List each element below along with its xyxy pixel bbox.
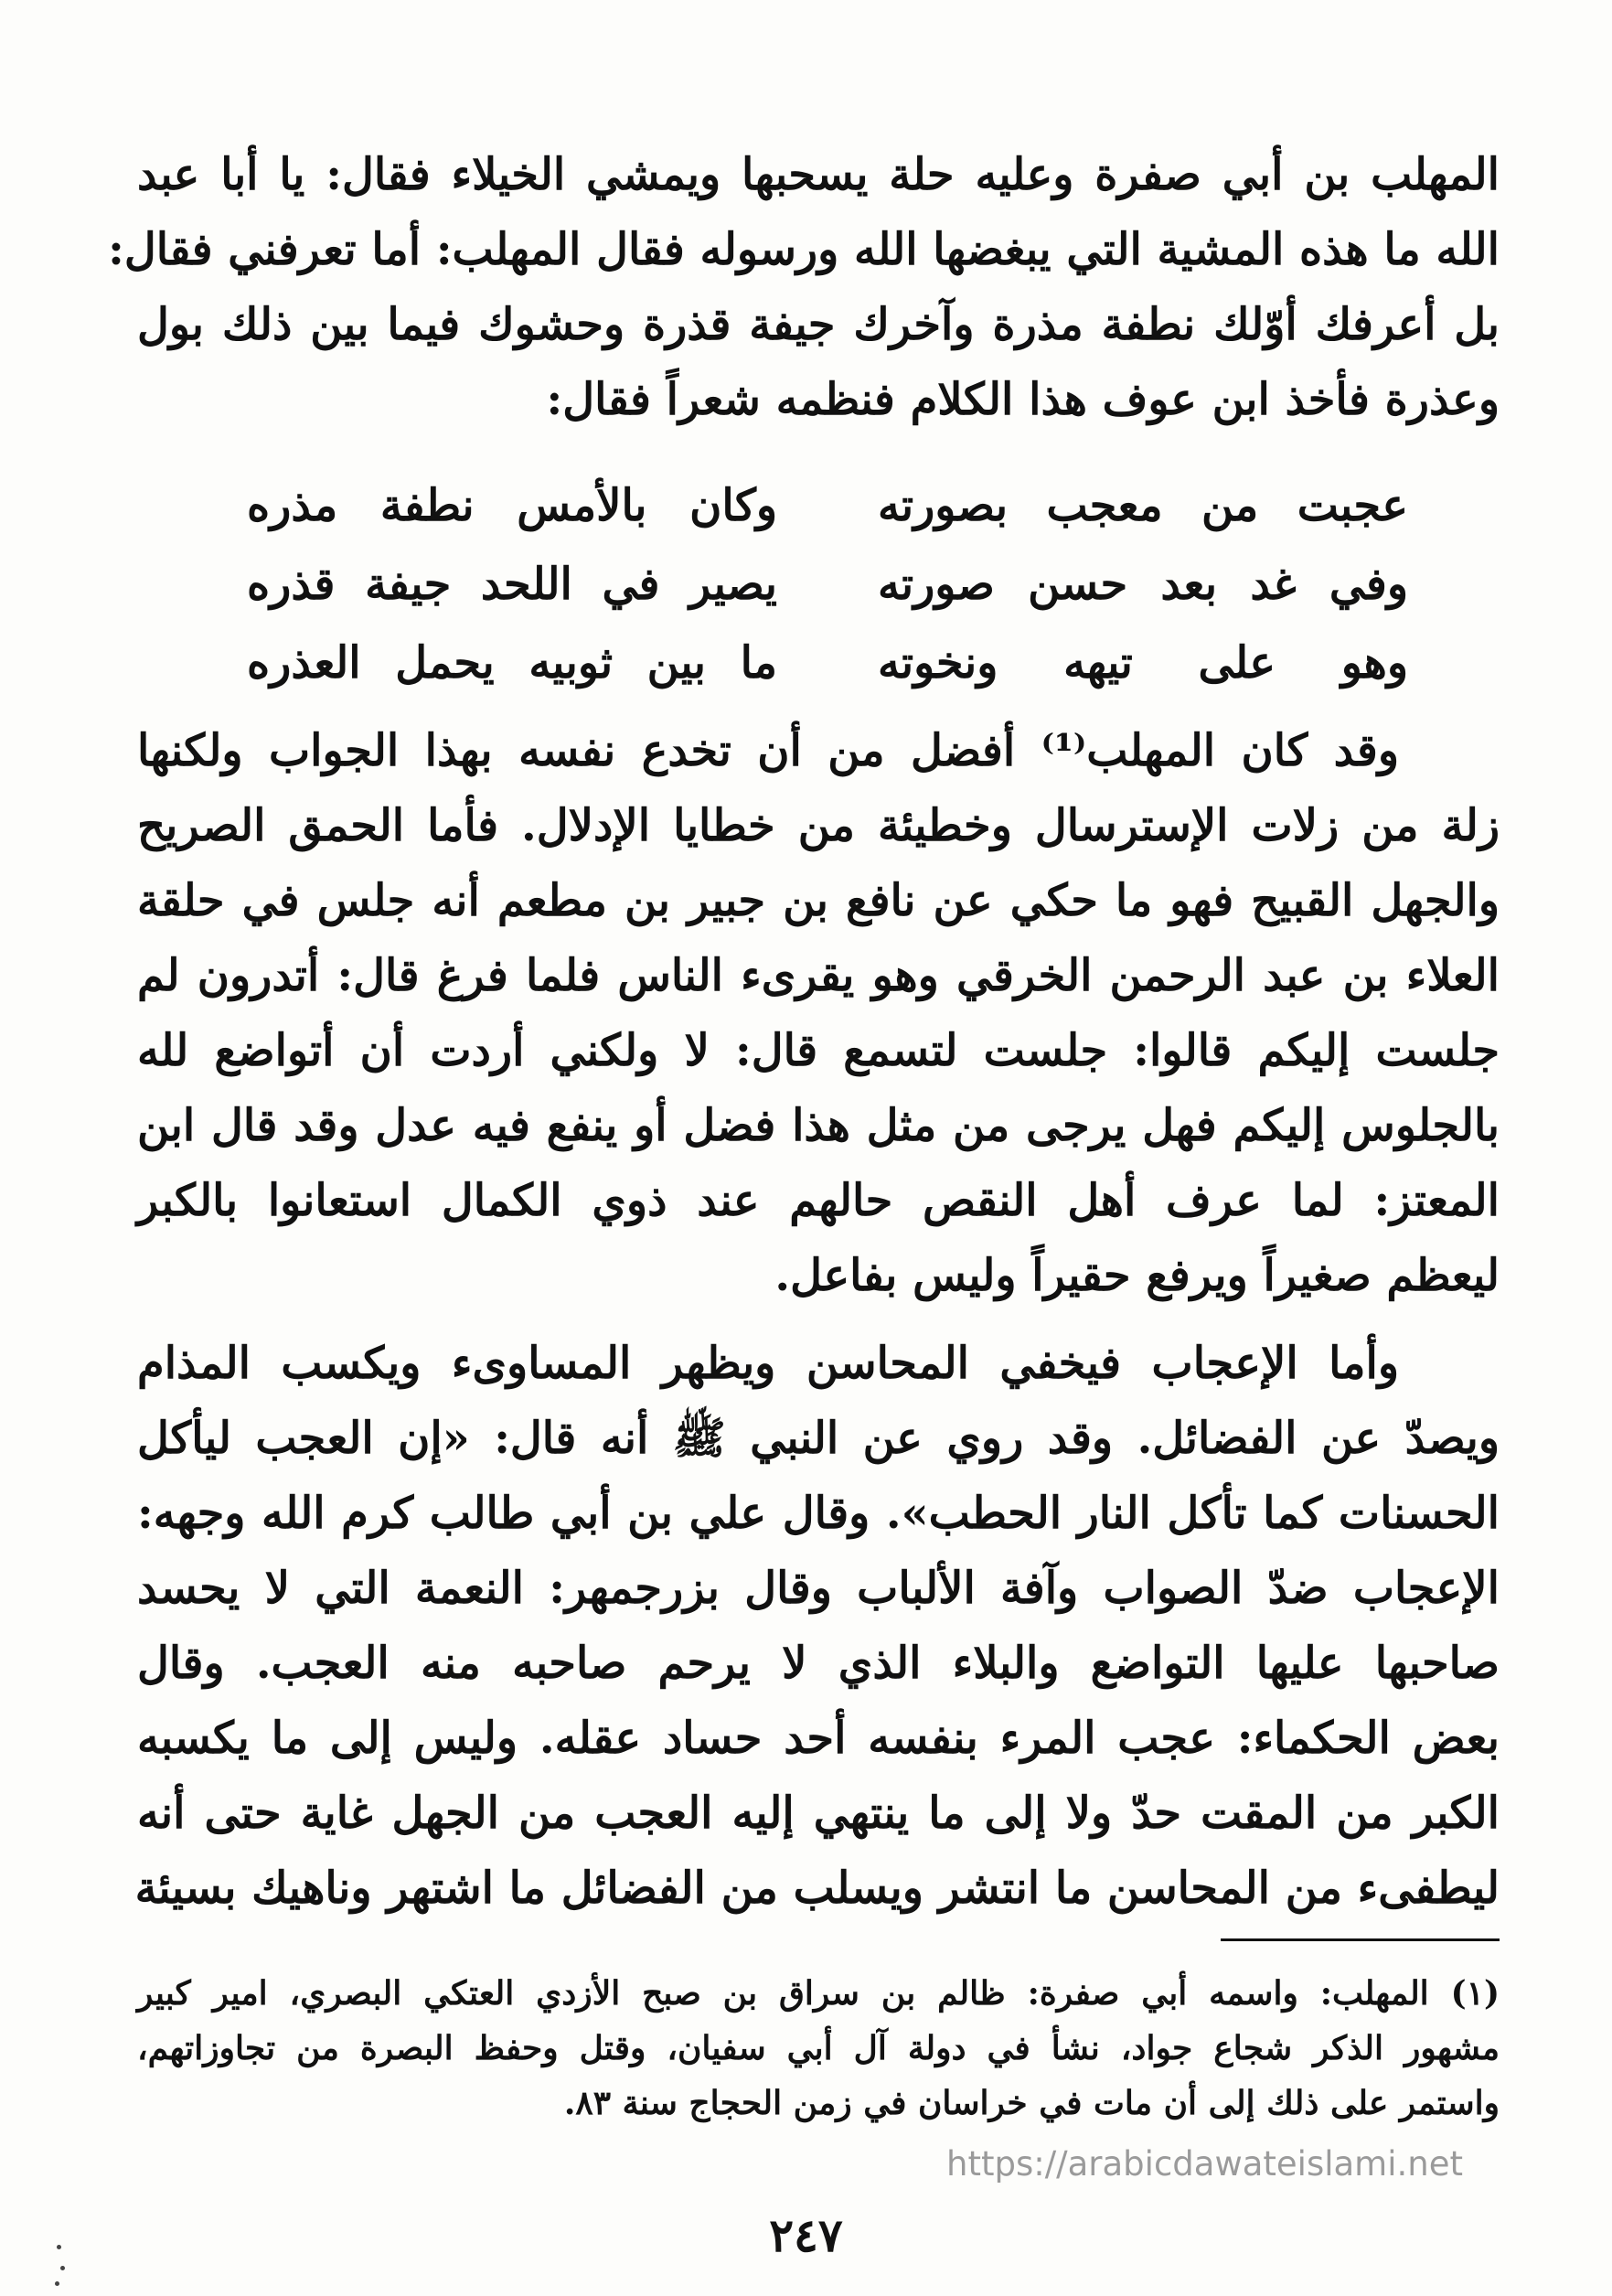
footnote-line: مشهور الذكر شجاع جواد، نشأ في دولة آل أبي سفيان، وقتل وحفظ البصرة من تجاوزاتهم، [137, 2029, 1500, 2067]
text-line: والجهل القبيح فهو ما حكي عن نافع بن جبير بن مطعم أنه جلس في حلقة [137, 875, 1500, 926]
paragraph-1 [108, 137, 1500, 437]
text-line: صاحبها عليها التواضع والبلاء الذي لا يرحم صاحبه منه العجب. وقال [137, 1638, 1500, 1689]
text-line: وعذرة فأخذ ابن عوف هذا الكلام فنظمه شعراً فقال: [546, 374, 1500, 425]
poem-hemistich-second: ما بين ثوبيه يحمل العذره [247, 637, 777, 689]
poem [247, 466, 1408, 702]
poem-verse [247, 624, 1408, 702]
text-line: وأما الإعجاب فيخفي المحاسن ويظهر المساوىء ويكسب المذام [137, 1338, 1399, 1389]
footnote-line: واستمر على ذلك إلى أن مات في خراسان في زمن الحجاج سنة ٨٣. [563, 2084, 1500, 2122]
text-line: الكبر من المقت حدّ ولا إلى ما ينتهي إليه العجب من الجهل غاية حتى أنه [137, 1788, 1500, 1839]
text-line: ليطفىء من المحاسن ما انتشر ويسلب من الفضائل ما اشتهر وناهيك بسيئة [134, 1863, 1500, 1914]
text-line: ليعظم صغيراً ويرفع حقيراً وليس بفاعل. [774, 1250, 1500, 1301]
poem-hemistich-first: عجبت من معجب بصورته [878, 480, 1408, 531]
scan-speck [55, 2281, 59, 2286]
poem-verse [247, 545, 1408, 624]
text-line: جلست إليكم قالوا: جلست لتسمع قال: لا ولكني أردت أن أتواضع لله [137, 1025, 1500, 1076]
paragraph-2 [137, 713, 1500, 1313]
text-line: ويصدّ عن الفضائل. وقد روي عن النبي ﷺ أنه قال: «إن العجب ليأكل [137, 1413, 1500, 1464]
footnote [137, 1966, 1500, 2130]
footnote-line: (١) المهلب: واسمه أبي صفرة: ظالم بن سراق بن صبح الأزدي العتكي البصري، امير كبير [137, 1974, 1500, 2013]
poem-hemistich-second: يصير في اللحد جيفة قذره [247, 559, 777, 610]
text-line: الإعجاب ضدّ الصواب وآفة الألباب وقال بزرجمهر: النعمة التي لا يحسد [137, 1563, 1500, 1614]
text-line: المعتز: لما عرف أهل النقص حالهم عند ذوي الكمال استعانوا بالكبر [137, 1175, 1500, 1226]
page-number: ٢٤٧ [769, 2208, 843, 2262]
watermark-url: https://arabicdawateislami.net [946, 2144, 1463, 2184]
scan-speck [60, 2266, 65, 2270]
poem-hemistich-first: وهو على تيهه ونخوته [878, 637, 1408, 689]
text-line: المهلب بن أبي صفرة وعليه حلة يسحبها ويمشي الخيلاء فقال: يا أبا عبد [137, 149, 1500, 200]
text-line: الله ما هذه المشية التي يبغضها الله ورسوله فقال المهلب: أما تعرفني فقال: [108, 224, 1500, 275]
text-line: الحسنات كما تأكل النار الحطب». وقال علي بن أبي طالب كرم الله وجهه: [137, 1488, 1500, 1539]
text-line: بالجلوس إليكم فهل يرجى من مثل هذا فضل أو ينفع فيه عدل وقد قال ابن [137, 1100, 1500, 1151]
text-line: العلاء بن عبد الرحمن الخرقي وهو يقرىء الناس فلما فرغ قال: أتدرون لم [137, 950, 1500, 1001]
text-line: زلة من زلات الإسترسال وخطيئة من خطايا الإدلال. فأما الحمق الصريح [137, 800, 1500, 851]
paragraph-3 [134, 1326, 1500, 1926]
poem-hemistich-second: وكان بالأمس نطفة مذره [247, 480, 777, 531]
poem-hemistich-first: وفي غد بعد حسن صورته [878, 559, 1408, 610]
footnote-separator [1221, 1938, 1500, 1941]
text-line: بعض الحكماء: عجب المرء بنفسه أحد حساد عقله. وليس إلى ما يكسبه [137, 1713, 1500, 1764]
text-line: وقد كان المهلب⁽¹⁾ أفضل من أن تخدع نفسه بهذا الجواب ولكنها [137, 725, 1400, 776]
poem-verse [247, 466, 1408, 545]
text-line: بل أعرفك أوّلك نطفة مذرة وآخرك جيفة قذرة وحشوك فيما بين ذلك بول [137, 299, 1500, 350]
scan-speck [57, 2245, 61, 2249]
